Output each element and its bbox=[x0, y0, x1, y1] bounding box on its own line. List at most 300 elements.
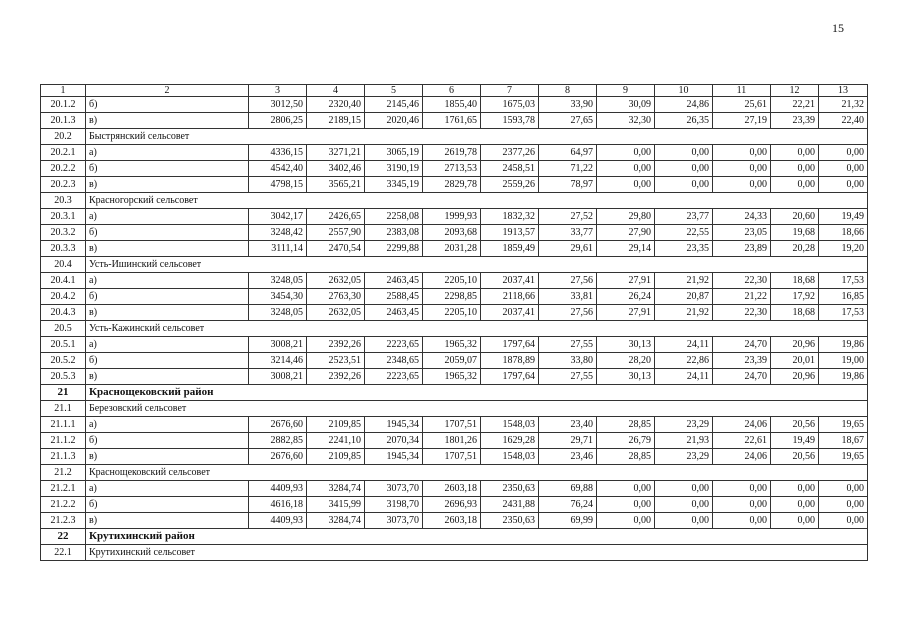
row-code: 21 bbox=[41, 385, 86, 401]
value-cell: 3008,21 bbox=[249, 337, 307, 353]
value-cell: 25,61 bbox=[713, 97, 771, 113]
value-cell: 2320,40 bbox=[307, 97, 365, 113]
value-cell: 0,00 bbox=[771, 497, 819, 513]
value-cell: 2713,53 bbox=[423, 161, 481, 177]
value-cell: 33,80 bbox=[539, 353, 597, 369]
value-cell: 27,56 bbox=[539, 273, 597, 289]
district-row bbox=[41, 385, 868, 401]
value-cell: 3073,70 bbox=[365, 481, 423, 497]
value-cell: 3190,19 bbox=[365, 161, 423, 177]
value-cell: 23,40 bbox=[539, 417, 597, 433]
value-cell: 0,00 bbox=[771, 145, 819, 161]
tariff-table bbox=[40, 84, 868, 561]
value-cell: 2205,10 bbox=[423, 273, 481, 289]
value-cell: 2059,07 bbox=[423, 353, 481, 369]
value-cell: 19,49 bbox=[819, 209, 868, 225]
row-code: 20.5.2 bbox=[41, 353, 86, 369]
value-cell: 1707,51 bbox=[423, 417, 481, 433]
value-cell: 28,85 bbox=[597, 417, 655, 433]
table-row bbox=[41, 305, 868, 321]
value-cell: 2458,51 bbox=[481, 161, 539, 177]
value-cell: 19,49 bbox=[771, 433, 819, 449]
settlement-name: Усть-Кажинский сельсовет bbox=[86, 321, 868, 337]
value-cell: 20,60 bbox=[771, 209, 819, 225]
settlement-name: Крутихинский сельсовет bbox=[86, 545, 868, 561]
value-cell: 24,06 bbox=[713, 417, 771, 433]
value-cell: 22,61 bbox=[713, 433, 771, 449]
value-cell: 32,30 bbox=[597, 113, 655, 129]
value-cell: 23,35 bbox=[655, 241, 713, 257]
value-cell: 2392,26 bbox=[307, 369, 365, 385]
value-cell: 1548,03 bbox=[481, 449, 539, 465]
value-cell: 24,70 bbox=[713, 337, 771, 353]
value-cell: 24,70 bbox=[713, 369, 771, 385]
value-cell: 0,00 bbox=[597, 481, 655, 497]
row-code: 20.1.3 bbox=[41, 113, 86, 129]
value-cell: 22,40 bbox=[819, 113, 868, 129]
column-header: 10 bbox=[655, 85, 713, 97]
value-cell: 2299,88 bbox=[365, 241, 423, 257]
value-cell: 23,77 bbox=[655, 209, 713, 225]
value-cell: 24,11 bbox=[655, 337, 713, 353]
row-label: в) bbox=[86, 369, 249, 385]
value-cell: 2109,85 bbox=[307, 449, 365, 465]
value-cell: 1797,64 bbox=[481, 337, 539, 353]
value-cell: 2031,28 bbox=[423, 241, 481, 257]
row-code: 20.4.1 bbox=[41, 273, 86, 289]
value-cell: 1548,03 bbox=[481, 417, 539, 433]
value-cell: 3248,05 bbox=[249, 305, 307, 321]
value-cell: 2037,41 bbox=[481, 305, 539, 321]
value-cell: 22,86 bbox=[655, 353, 713, 369]
value-cell: 3402,46 bbox=[307, 161, 365, 177]
value-cell: 1629,28 bbox=[481, 433, 539, 449]
value-cell: 2223,65 bbox=[365, 369, 423, 385]
value-cell: 27,52 bbox=[539, 209, 597, 225]
column-header: 8 bbox=[539, 85, 597, 97]
value-cell: 0,00 bbox=[597, 513, 655, 529]
value-cell: 2806,25 bbox=[249, 113, 307, 129]
row-code: 21.1 bbox=[41, 401, 86, 417]
settlement-row bbox=[41, 193, 868, 209]
value-cell: 0,00 bbox=[713, 497, 771, 513]
value-cell: 20,96 bbox=[771, 369, 819, 385]
value-cell: 2632,05 bbox=[307, 305, 365, 321]
value-cell: 20,56 bbox=[771, 449, 819, 465]
value-cell: 2588,45 bbox=[365, 289, 423, 305]
value-cell: 23,39 bbox=[713, 353, 771, 369]
value-cell: 1797,64 bbox=[481, 369, 539, 385]
value-cell: 0,00 bbox=[713, 177, 771, 193]
value-cell: 2392,26 bbox=[307, 337, 365, 353]
value-cell: 4409,93 bbox=[249, 481, 307, 497]
value-cell: 2350,63 bbox=[481, 481, 539, 497]
row-label: б) bbox=[86, 289, 249, 305]
value-cell: 19,86 bbox=[819, 337, 868, 353]
district-name: Крутихинский район bbox=[86, 529, 868, 545]
row-label: б) bbox=[86, 497, 249, 513]
value-cell: 2463,45 bbox=[365, 305, 423, 321]
value-cell: 24,86 bbox=[655, 97, 713, 113]
value-cell: 33,77 bbox=[539, 225, 597, 241]
value-cell: 27,55 bbox=[539, 369, 597, 385]
column-header: 4 bbox=[307, 85, 365, 97]
value-cell: 20,56 bbox=[771, 417, 819, 433]
value-cell: 21,93 bbox=[655, 433, 713, 449]
row-label: б) bbox=[86, 161, 249, 177]
value-cell: 18,66 bbox=[819, 225, 868, 241]
row-label: б) bbox=[86, 353, 249, 369]
value-cell: 1801,26 bbox=[423, 433, 481, 449]
value-cell: 18,68 bbox=[771, 305, 819, 321]
table-row bbox=[41, 241, 868, 257]
value-cell: 27,90 bbox=[597, 225, 655, 241]
value-cell: 33,90 bbox=[539, 97, 597, 113]
row-code: 20.5.3 bbox=[41, 369, 86, 385]
value-cell: 17,53 bbox=[819, 273, 868, 289]
value-cell: 2348,65 bbox=[365, 353, 423, 369]
value-cell: 1999,93 bbox=[423, 209, 481, 225]
value-cell: 0,00 bbox=[655, 177, 713, 193]
value-cell: 2470,54 bbox=[307, 241, 365, 257]
value-cell: 78,97 bbox=[539, 177, 597, 193]
table-row bbox=[41, 289, 868, 305]
row-code: 21.1.2 bbox=[41, 433, 86, 449]
table-row bbox=[41, 177, 868, 193]
value-cell: 28,20 bbox=[597, 353, 655, 369]
row-code: 20.4 bbox=[41, 257, 86, 273]
value-cell: 1761,65 bbox=[423, 113, 481, 129]
value-cell: 2559,26 bbox=[481, 177, 539, 193]
value-cell: 3454,30 bbox=[249, 289, 307, 305]
value-cell: 22,30 bbox=[713, 273, 771, 289]
value-cell: 3111,14 bbox=[249, 241, 307, 257]
value-cell: 76,24 bbox=[539, 497, 597, 513]
value-cell: 0,00 bbox=[713, 513, 771, 529]
value-cell: 27,19 bbox=[713, 113, 771, 129]
value-cell: 1965,32 bbox=[423, 369, 481, 385]
settlement-row bbox=[41, 129, 868, 145]
value-cell: 0,00 bbox=[597, 497, 655, 513]
value-cell: 2463,45 bbox=[365, 273, 423, 289]
value-cell: 17,92 bbox=[771, 289, 819, 305]
column-header: 2 bbox=[86, 85, 249, 97]
value-cell: 2037,41 bbox=[481, 273, 539, 289]
value-cell: 29,71 bbox=[539, 433, 597, 449]
value-cell: 1965,32 bbox=[423, 337, 481, 353]
row-label: а) bbox=[86, 417, 249, 433]
value-cell: 20,28 bbox=[771, 241, 819, 257]
value-cell: 0,00 bbox=[655, 145, 713, 161]
value-cell: 27,65 bbox=[539, 113, 597, 129]
table-row bbox=[41, 209, 868, 225]
value-cell: 23,05 bbox=[713, 225, 771, 241]
value-cell: 21,92 bbox=[655, 273, 713, 289]
value-cell: 2223,65 bbox=[365, 337, 423, 353]
row-code: 20.3.1 bbox=[41, 209, 86, 225]
value-cell: 18,67 bbox=[819, 433, 868, 449]
value-cell: 22,21 bbox=[771, 97, 819, 113]
value-cell: 19,65 bbox=[819, 449, 868, 465]
value-cell: 0,00 bbox=[713, 145, 771, 161]
row-label: а) bbox=[86, 337, 249, 353]
row-label: в) bbox=[86, 449, 249, 465]
value-cell: 0,00 bbox=[771, 481, 819, 497]
value-cell: 2763,30 bbox=[307, 289, 365, 305]
value-cell: 2696,93 bbox=[423, 497, 481, 513]
column-header: 11 bbox=[713, 85, 771, 97]
value-cell: 2557,90 bbox=[307, 225, 365, 241]
value-cell: 71,22 bbox=[539, 161, 597, 177]
value-cell: 0,00 bbox=[655, 161, 713, 177]
value-cell: 0,00 bbox=[819, 497, 868, 513]
value-cell: 19,00 bbox=[819, 353, 868, 369]
value-cell: 69,88 bbox=[539, 481, 597, 497]
value-cell: 18,68 bbox=[771, 273, 819, 289]
settlement-row bbox=[41, 257, 868, 273]
value-cell: 4616,18 bbox=[249, 497, 307, 513]
row-label: в) bbox=[86, 113, 249, 129]
value-cell: 4798,15 bbox=[249, 177, 307, 193]
value-cell: 3012,50 bbox=[249, 97, 307, 113]
value-cell: 3042,17 bbox=[249, 209, 307, 225]
value-cell: 4542,40 bbox=[249, 161, 307, 177]
value-cell: 29,61 bbox=[539, 241, 597, 257]
table-row bbox=[41, 449, 868, 465]
table-body bbox=[41, 97, 868, 561]
value-cell: 20,01 bbox=[771, 353, 819, 369]
value-cell: 19,65 bbox=[819, 417, 868, 433]
value-cell: 30,13 bbox=[597, 369, 655, 385]
row-code: 21.1.3 bbox=[41, 449, 86, 465]
value-cell: 1859,49 bbox=[481, 241, 539, 257]
value-cell: 4409,93 bbox=[249, 513, 307, 529]
column-header: 13 bbox=[819, 85, 868, 97]
value-cell: 0,00 bbox=[597, 161, 655, 177]
value-cell: 3248,05 bbox=[249, 273, 307, 289]
value-cell: 0,00 bbox=[771, 161, 819, 177]
row-code: 21.1.1 bbox=[41, 417, 86, 433]
column-header: 3 bbox=[249, 85, 307, 97]
row-label: в) bbox=[86, 177, 249, 193]
district-row bbox=[41, 529, 868, 545]
value-cell: 2109,85 bbox=[307, 417, 365, 433]
value-cell: 24,06 bbox=[713, 449, 771, 465]
value-cell: 2829,78 bbox=[423, 177, 481, 193]
value-cell: 2189,15 bbox=[307, 113, 365, 129]
row-label: в) bbox=[86, 305, 249, 321]
value-cell: 3345,19 bbox=[365, 177, 423, 193]
value-cell: 3008,21 bbox=[249, 369, 307, 385]
settlement-name: Краснощековский сельсовет bbox=[86, 465, 868, 481]
row-code: 20.2 bbox=[41, 129, 86, 145]
row-code: 20.5 bbox=[41, 321, 86, 337]
column-header: 1 bbox=[41, 85, 86, 97]
value-cell: 16,85 bbox=[819, 289, 868, 305]
value-cell: 19,20 bbox=[819, 241, 868, 257]
value-cell: 2426,65 bbox=[307, 209, 365, 225]
value-cell: 22,30 bbox=[713, 305, 771, 321]
value-cell: 3284,74 bbox=[307, 481, 365, 497]
value-cell: 1855,40 bbox=[423, 97, 481, 113]
value-cell: 29,80 bbox=[597, 209, 655, 225]
value-cell: 2619,78 bbox=[423, 145, 481, 161]
value-cell: 0,00 bbox=[819, 481, 868, 497]
value-cell: 0,00 bbox=[655, 481, 713, 497]
value-cell: 1878,89 bbox=[481, 353, 539, 369]
row-code: 20.1.2 bbox=[41, 97, 86, 113]
value-cell: 0,00 bbox=[819, 145, 868, 161]
value-cell: 2145,46 bbox=[365, 97, 423, 113]
table-row bbox=[41, 225, 868, 241]
value-cell: 2118,66 bbox=[481, 289, 539, 305]
value-cell: 19,68 bbox=[771, 225, 819, 241]
row-label: а) bbox=[86, 145, 249, 161]
value-cell: 21,92 bbox=[655, 305, 713, 321]
value-cell: 2093,68 bbox=[423, 225, 481, 241]
column-header: 6 bbox=[423, 85, 481, 97]
value-cell: 27,55 bbox=[539, 337, 597, 353]
value-cell: 0,00 bbox=[819, 513, 868, 529]
row-label: б) bbox=[86, 225, 249, 241]
value-cell: 1945,34 bbox=[365, 417, 423, 433]
value-cell: 33,81 bbox=[539, 289, 597, 305]
row-code: 20.2.1 bbox=[41, 145, 86, 161]
row-code: 21.2.1 bbox=[41, 481, 86, 497]
row-code: 20.2.2 bbox=[41, 161, 86, 177]
settlement-name: Красногорский сельсовет bbox=[86, 193, 868, 209]
value-cell: 26,79 bbox=[597, 433, 655, 449]
value-cell: 1832,32 bbox=[481, 209, 539, 225]
value-cell: 3065,19 bbox=[365, 145, 423, 161]
row-code: 21.2.2 bbox=[41, 497, 86, 513]
value-cell: 0,00 bbox=[597, 145, 655, 161]
table-row bbox=[41, 513, 868, 529]
value-cell: 2676,60 bbox=[249, 417, 307, 433]
row-code: 21.2.3 bbox=[41, 513, 86, 529]
value-cell: 21,22 bbox=[713, 289, 771, 305]
value-cell: 0,00 bbox=[771, 513, 819, 529]
value-cell: 0,00 bbox=[819, 177, 868, 193]
value-cell: 23,29 bbox=[655, 417, 713, 433]
header-row bbox=[41, 85, 868, 97]
value-cell: 0,00 bbox=[655, 497, 713, 513]
value-cell: 17,53 bbox=[819, 305, 868, 321]
value-cell: 2350,63 bbox=[481, 513, 539, 529]
value-cell: 0,00 bbox=[819, 161, 868, 177]
settlement-name: Усть-Ишинский сельсовет bbox=[86, 257, 868, 273]
value-cell: 3214,46 bbox=[249, 353, 307, 369]
table-row bbox=[41, 113, 868, 129]
settlement-name: Березовский сельсовет bbox=[86, 401, 868, 417]
row-label: в) bbox=[86, 241, 249, 257]
value-cell: 20,96 bbox=[771, 337, 819, 353]
value-cell: 2298,85 bbox=[423, 289, 481, 305]
table-row bbox=[41, 369, 868, 385]
value-cell: 19,86 bbox=[819, 369, 868, 385]
value-cell: 27,56 bbox=[539, 305, 597, 321]
value-cell: 29,14 bbox=[597, 241, 655, 257]
value-cell: 2882,85 bbox=[249, 433, 307, 449]
table-row bbox=[41, 481, 868, 497]
value-cell: 20,87 bbox=[655, 289, 713, 305]
value-cell: 3248,42 bbox=[249, 225, 307, 241]
value-cell: 2676,60 bbox=[249, 449, 307, 465]
value-cell: 2205,10 bbox=[423, 305, 481, 321]
value-cell: 0,00 bbox=[597, 177, 655, 193]
row-code: 20.5.1 bbox=[41, 337, 86, 353]
table-row bbox=[41, 417, 868, 433]
value-cell: 0,00 bbox=[713, 481, 771, 497]
row-label: б) bbox=[86, 433, 249, 449]
value-cell: 2603,18 bbox=[423, 481, 481, 497]
table-row bbox=[41, 161, 868, 177]
value-cell: 64,97 bbox=[539, 145, 597, 161]
row-label: а) bbox=[86, 481, 249, 497]
value-cell: 26,24 bbox=[597, 289, 655, 305]
value-cell: 0,00 bbox=[655, 513, 713, 529]
value-cell: 2020,46 bbox=[365, 113, 423, 129]
value-cell: 3284,74 bbox=[307, 513, 365, 529]
value-cell: 1593,78 bbox=[481, 113, 539, 129]
value-cell: 2632,05 bbox=[307, 273, 365, 289]
value-cell: 1913,57 bbox=[481, 225, 539, 241]
district-name: Краснощековский район bbox=[86, 385, 868, 401]
value-cell: 23,39 bbox=[771, 113, 819, 129]
column-header: 9 bbox=[597, 85, 655, 97]
value-cell: 2603,18 bbox=[423, 513, 481, 529]
row-label: в) bbox=[86, 513, 249, 529]
value-cell: 3271,21 bbox=[307, 145, 365, 161]
value-cell: 28,85 bbox=[597, 449, 655, 465]
value-cell: 24,33 bbox=[713, 209, 771, 225]
value-cell: 2523,51 bbox=[307, 353, 365, 369]
page-number: 15 bbox=[832, 21, 844, 35]
table-row bbox=[41, 337, 868, 353]
value-cell: 2431,88 bbox=[481, 497, 539, 513]
value-cell: 4336,15 bbox=[249, 145, 307, 161]
settlement-row bbox=[41, 465, 868, 481]
table-row bbox=[41, 145, 868, 161]
row-code: 20.4.2 bbox=[41, 289, 86, 305]
table-row bbox=[41, 273, 868, 289]
value-cell: 3565,21 bbox=[307, 177, 365, 193]
value-cell: 27,91 bbox=[597, 305, 655, 321]
value-cell: 27,91 bbox=[597, 273, 655, 289]
value-cell: 1945,34 bbox=[365, 449, 423, 465]
row-label: а) bbox=[86, 273, 249, 289]
value-cell: 2070,34 bbox=[365, 433, 423, 449]
value-cell: 30,09 bbox=[597, 97, 655, 113]
table-row bbox=[41, 97, 868, 113]
row-label: а) bbox=[86, 209, 249, 225]
value-cell: 2383,08 bbox=[365, 225, 423, 241]
table-row bbox=[41, 433, 868, 449]
value-cell: 22,55 bbox=[655, 225, 713, 241]
column-header: 12 bbox=[771, 85, 819, 97]
row-code: 22 bbox=[41, 529, 86, 545]
row-code: 20.3.3 bbox=[41, 241, 86, 257]
value-cell: 2241,10 bbox=[307, 433, 365, 449]
value-cell: 3198,70 bbox=[365, 497, 423, 513]
value-cell: 0,00 bbox=[713, 161, 771, 177]
value-cell: 21,32 bbox=[819, 97, 868, 113]
settlement-row bbox=[41, 545, 868, 561]
row-label: б) bbox=[86, 97, 249, 113]
value-cell: 0,00 bbox=[771, 177, 819, 193]
row-code: 20.3.2 bbox=[41, 225, 86, 241]
table-row bbox=[41, 353, 868, 369]
